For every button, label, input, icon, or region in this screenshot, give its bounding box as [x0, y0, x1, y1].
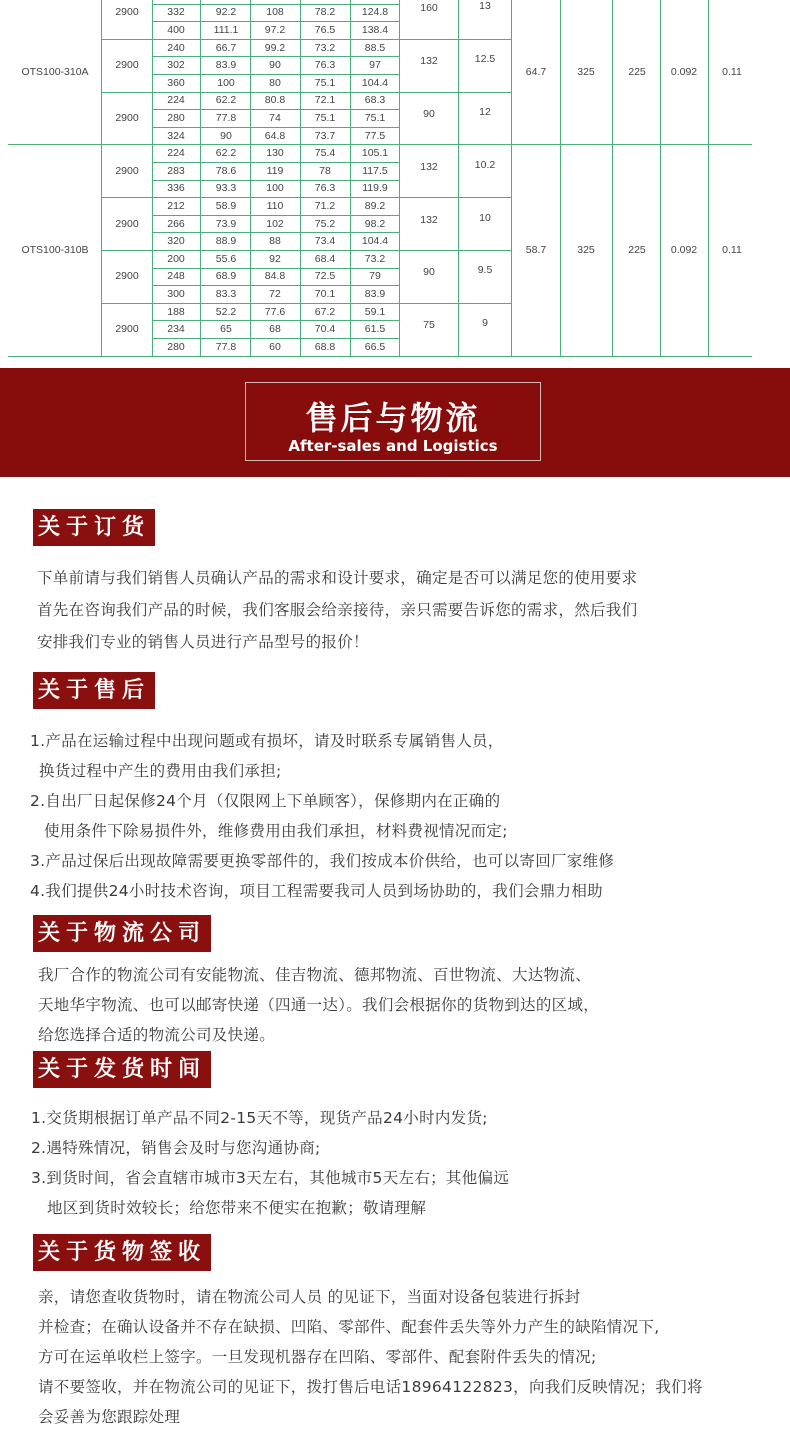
table-cell: 62.2: [215, 147, 237, 160]
ordering-text-line: 安排我们专业的销售人员进行产品型号的报价！: [37, 633, 369, 651]
table-cell: 130: [266, 147, 284, 160]
table-group-divider: [101, 303, 511, 304]
table-cell-npsh: 10.2: [474, 158, 496, 171]
shipping-time-text-line: 2.遇特殊情况，销售会及时与您沟通协商;: [31, 1139, 321, 1157]
table-cell: 90: [269, 59, 281, 72]
table-cell: 83.9: [215, 59, 237, 72]
table-row-divider: [152, 232, 399, 233]
table-row-divider: [152, 268, 399, 269]
table-cell: 99.2: [264, 41, 286, 54]
table-column-divider: [660, 0, 661, 356]
table-cell: 224: [167, 147, 185, 160]
table-cell-power: 160: [420, 2, 438, 15]
ordering-text-line: 下单前请与我们销售人员确认产品的需求和设计要求，确定是否可以满足您的使用要求: [37, 569, 638, 587]
table-group-divider: [101, 39, 511, 40]
table-cell-speed: 2900: [115, 112, 139, 124]
table-cell: 88.9: [215, 235, 237, 248]
table-cell: 60: [269, 340, 281, 353]
after-sales-text-line: 2.自出厂日起保修24个月（仅限网上下单顾客），保修期内在正确的: [30, 792, 501, 810]
table-cell-speed: 2900: [115, 323, 139, 336]
table-cell: 324: [167, 129, 185, 142]
table-cell: 84.8: [264, 270, 286, 283]
table-cell: 119.9: [362, 182, 388, 195]
table-cell: 73.4: [314, 235, 336, 248]
table-cell: 77.8: [215, 112, 237, 124]
table-cell: 79: [369, 270, 381, 283]
table-cell: 77.6: [264, 305, 286, 318]
section-title-receipt: 关于货物签收: [33, 1234, 211, 1271]
table-cell: 102: [266, 217, 284, 230]
table-cell: 83.3: [215, 288, 237, 300]
after-sales-text-line: 使用条件下除易损件外，维修费用由我们承担，材料费视情况而定;: [44, 822, 508, 840]
table-cell: 124.8: [361, 6, 389, 19]
table-cell: 300: [167, 288, 185, 300]
table-cell: 100: [217, 76, 235, 89]
table-cell-extra: 225: [628, 66, 646, 79]
table-cell: 104.4: [361, 235, 389, 248]
table-cell: 55.6: [215, 252, 237, 265]
table-cell: 320: [167, 235, 185, 248]
table-row-divider: [152, 180, 399, 181]
table-column-divider: [612, 0, 613, 356]
table-cell: 64.8: [264, 129, 286, 142]
table-cell: 93.3: [215, 182, 237, 195]
table-cell-speed: 2900: [115, 217, 139, 230]
table-cell-power: 132: [420, 213, 438, 226]
table-cell-extra: 0.092: [670, 244, 698, 256]
table-cell: 75.1: [364, 112, 386, 124]
receipt-text-line: 并检查；在确认设备并不存在缺损、凹陷、零部件、配套件丢失等外力产生的缺陷情况下,: [38, 1318, 660, 1336]
spec-table: [0, 0, 790, 360]
table-cell: 68.3: [364, 94, 386, 107]
table-cell: 61.5: [364, 323, 386, 336]
section-banner: [0, 368, 790, 477]
table-cell: 240: [167, 41, 185, 54]
table-cell-extra: 325: [577, 66, 595, 79]
table-cell: 73.9: [215, 217, 237, 230]
table-cell: 67.2: [314, 305, 336, 318]
table-cell-npsh: 13: [479, 0, 491, 13]
table-row-divider: [152, 338, 399, 339]
receipt-text-line: 亲，请您查收货物时，请在物流公司人员 的见证下，当面对设备包装进行拆封: [38, 1288, 581, 1306]
table-cell-extra: 0.11: [722, 244, 742, 256]
table-cell: 71.2: [314, 200, 336, 212]
shipping-time-text-line: 3.到货时间，省会直辖市城市3天左右，其他城市5天左右；其他偏远: [31, 1169, 510, 1187]
table-cell: 119: [266, 164, 284, 177]
table-cell: 68: [269, 323, 281, 336]
table-column-divider: [511, 0, 512, 356]
table-cell: 62.2: [215, 94, 237, 107]
table-cell-npsh: 9: [482, 317, 488, 330]
table-cell: 72.5: [314, 270, 336, 283]
table-cell: 77.5: [364, 129, 386, 142]
table-cell: 75.2: [314, 217, 336, 230]
table-cell: 73.7: [314, 129, 336, 142]
receipt-text-line: 请不要签收，并在物流公司的见证下，拨打售后电话18964122823，向我们反映情况；我们将: [38, 1378, 703, 1396]
table-cell-power: 132: [420, 55, 438, 68]
table-cell: 80: [269, 76, 281, 89]
table-row-divider: [152, 21, 399, 22]
table-cell: 89.2: [364, 200, 386, 212]
table-cell: 283: [167, 164, 185, 177]
table-cell: 108: [266, 6, 284, 19]
table-cell: 73.2: [364, 252, 386, 265]
table-cell: 280: [167, 340, 185, 353]
table-cell: 68.4: [314, 252, 336, 265]
receipt-text-line: 方可在运单收栏上签字。一旦发现机器存在凹陷、零部件、配套附件丢失的情况;: [38, 1348, 597, 1366]
table-cell-extra: 325: [577, 244, 595, 256]
table-cell: 75.1: [314, 112, 336, 124]
table-cell-extra: 58.7: [525, 244, 547, 256]
table-row-divider: [152, 109, 399, 110]
after-sales-text-line: 1.产品在运输过程中出现问题或有损坏，请及时联系专属销售人员，: [30, 732, 504, 750]
table-cell: 234: [167, 323, 185, 336]
table-cell: 360: [167, 76, 185, 89]
table-cell: 77.8: [215, 340, 237, 353]
table-cell: 90: [220, 129, 232, 142]
table-cell-extra: 0.092: [670, 66, 698, 79]
table-cell: 80.8: [264, 94, 286, 107]
table-row-divider: [152, 215, 399, 216]
table-cell: 78: [319, 164, 331, 177]
table-cell-npsh: 12: [479, 106, 491, 118]
section-title-ordering: 关于订货: [33, 509, 155, 546]
table-row-divider: [152, 127, 399, 128]
table-cell-speed: 2900: [115, 164, 139, 177]
table-cell: 302: [167, 59, 185, 72]
table-group-divider: [101, 92, 511, 93]
section-title-after-sales: 关于售后: [33, 672, 155, 709]
table-cell: 78.2: [314, 6, 336, 19]
table-cell: 66.5: [364, 340, 386, 353]
table-cell: 66.7: [215, 41, 237, 54]
table-cell: 200: [167, 252, 185, 265]
table-model-divider: [8, 144, 752, 145]
table-cell: 100: [266, 182, 284, 195]
table-cell-speed: 2900: [115, 270, 139, 283]
table-row-divider: [152, 56, 399, 57]
table-cell: 138.4: [361, 24, 389, 36]
after-sales-text-line: 3.产品过保后出现故障需要更换零部件的，我们按成本价供给，也可以寄回厂家维修: [30, 852, 615, 870]
shipping-time-text-line: 1.交货期根据订单产品不同2-15天不等，现货产品24小时内发货;: [31, 1109, 488, 1127]
table-cell-power: 75: [423, 319, 435, 332]
table-cell: 76.5: [314, 24, 336, 36]
table-cell: 70.4: [314, 323, 336, 336]
table-cell: 68.8: [314, 340, 336, 353]
table-group-divider: [101, 250, 511, 251]
table-cell: 98.2: [364, 217, 386, 230]
table-cell: 68.9: [215, 270, 237, 283]
logistics-text-line: 给您选择合适的物流公司及快递。: [38, 1026, 276, 1044]
table-cell: 70.1: [314, 288, 336, 300]
table-cell: 97.2: [264, 24, 286, 36]
section-title-logistics: 关于物流公司: [33, 915, 211, 952]
table-cell: 188: [167, 305, 185, 318]
table-cell-speed: 2900: [115, 59, 139, 72]
table-cell: 78.6: [215, 164, 237, 177]
table-cell-extra: 0.11: [722, 66, 742, 79]
table-cell: 72: [269, 288, 281, 300]
banner-title-zh: 售后与物流: [305, 399, 481, 437]
table-cell-extra: 64.7: [525, 66, 547, 79]
table-cell: 73.2: [314, 41, 336, 54]
table-cell-power: 132: [420, 160, 438, 173]
logistics-text-line: 我厂合作的物流公司有安能物流、佳吉物流、德邦物流、百世物流、大达物流、: [38, 966, 592, 984]
table-cell: 400: [167, 24, 185, 36]
table-cell-extra: 225: [628, 244, 646, 256]
table-cell: 212: [167, 200, 185, 212]
after-sales-text-line: 换货过程中产生的费用由我们承担;: [39, 762, 282, 780]
table-row-divider: [152, 74, 399, 75]
table-row-divider: [152, 285, 399, 286]
banner-frame: [245, 382, 541, 461]
table-cell: 59.1: [364, 305, 386, 318]
table-cell: 58.9: [215, 200, 237, 212]
table-cell: 72.1: [314, 94, 336, 107]
table-cell-speed: 2900: [115, 6, 139, 19]
ordering-text-line: 首先在咨询我们产品的时候，我们客服会给亲接待，亲只需要告诉您的需求，然后我们: [37, 601, 638, 619]
table-cell: 332: [167, 6, 185, 19]
table-cell: 75.1: [314, 76, 336, 89]
table-group-divider: [101, 197, 511, 198]
section-title-shipping-time: 关于发货时间: [33, 1051, 211, 1088]
table-column-divider: [560, 0, 561, 356]
table-cell: 76.3: [314, 182, 336, 195]
table-cell: 88: [269, 235, 281, 248]
table-cell: 97: [369, 59, 381, 72]
table-cell: 92: [269, 252, 281, 265]
table-cell: 88.5: [364, 41, 386, 54]
shipping-time-text-line: 地区到货时效较长；给您带来不便实在抱歉；敬请理解: [47, 1199, 427, 1217]
table-row-divider: [152, 162, 399, 163]
table-model-divider: [8, 356, 752, 357]
table-cell: 105.1: [361, 147, 389, 160]
table-cell: 74: [269, 112, 281, 124]
logistics-text-line: 天地华宇物流、也可以邮寄快递（四通一达）。我们会根据你的货物到达的区域，: [38, 996, 600, 1014]
table-cell: 75.4: [314, 147, 336, 160]
table-cell: 266: [167, 217, 185, 230]
table-cell-power: 90: [423, 108, 435, 120]
table-cell-model: OTS100-310B: [21, 244, 89, 256]
table-cell-power: 90: [423, 266, 435, 279]
table-cell-model: OTS100-310A: [21, 66, 89, 79]
table-cell-npsh: 12.5: [474, 53, 496, 66]
table-cell: 280: [167, 112, 185, 124]
table-cell-npsh: 10: [479, 211, 491, 224]
table-cell: 248: [167, 270, 185, 283]
table-cell: 83.9: [364, 288, 386, 300]
banner-title-en: After-sales and Logistics: [288, 437, 498, 455]
table-cell: 117.5: [362, 164, 388, 177]
receipt-text-line: 会妥善为您跟踪处理: [38, 1408, 181, 1426]
table-column-divider: [708, 0, 709, 356]
table-cell: 52.2: [215, 305, 237, 318]
table-row-divider: [152, 320, 399, 321]
table-cell-npsh: 9.5: [477, 264, 493, 277]
table-cell: 104.4: [361, 76, 389, 89]
table-cell: 65: [220, 323, 232, 336]
after-sales-text-line: 4.我们提供24小时技术咨询，项目工程需要我司人员到场协助的，我们会鼎力相助: [30, 882, 603, 900]
table-cell: 76.3: [314, 59, 336, 72]
table-cell: 92.2: [215, 6, 237, 19]
table-row-divider: [152, 4, 399, 5]
table-cell: 224: [167, 94, 185, 107]
table-cell: 111.1: [213, 24, 239, 36]
table-cell: 110: [266, 200, 284, 212]
table-cell: 336: [167, 182, 185, 195]
